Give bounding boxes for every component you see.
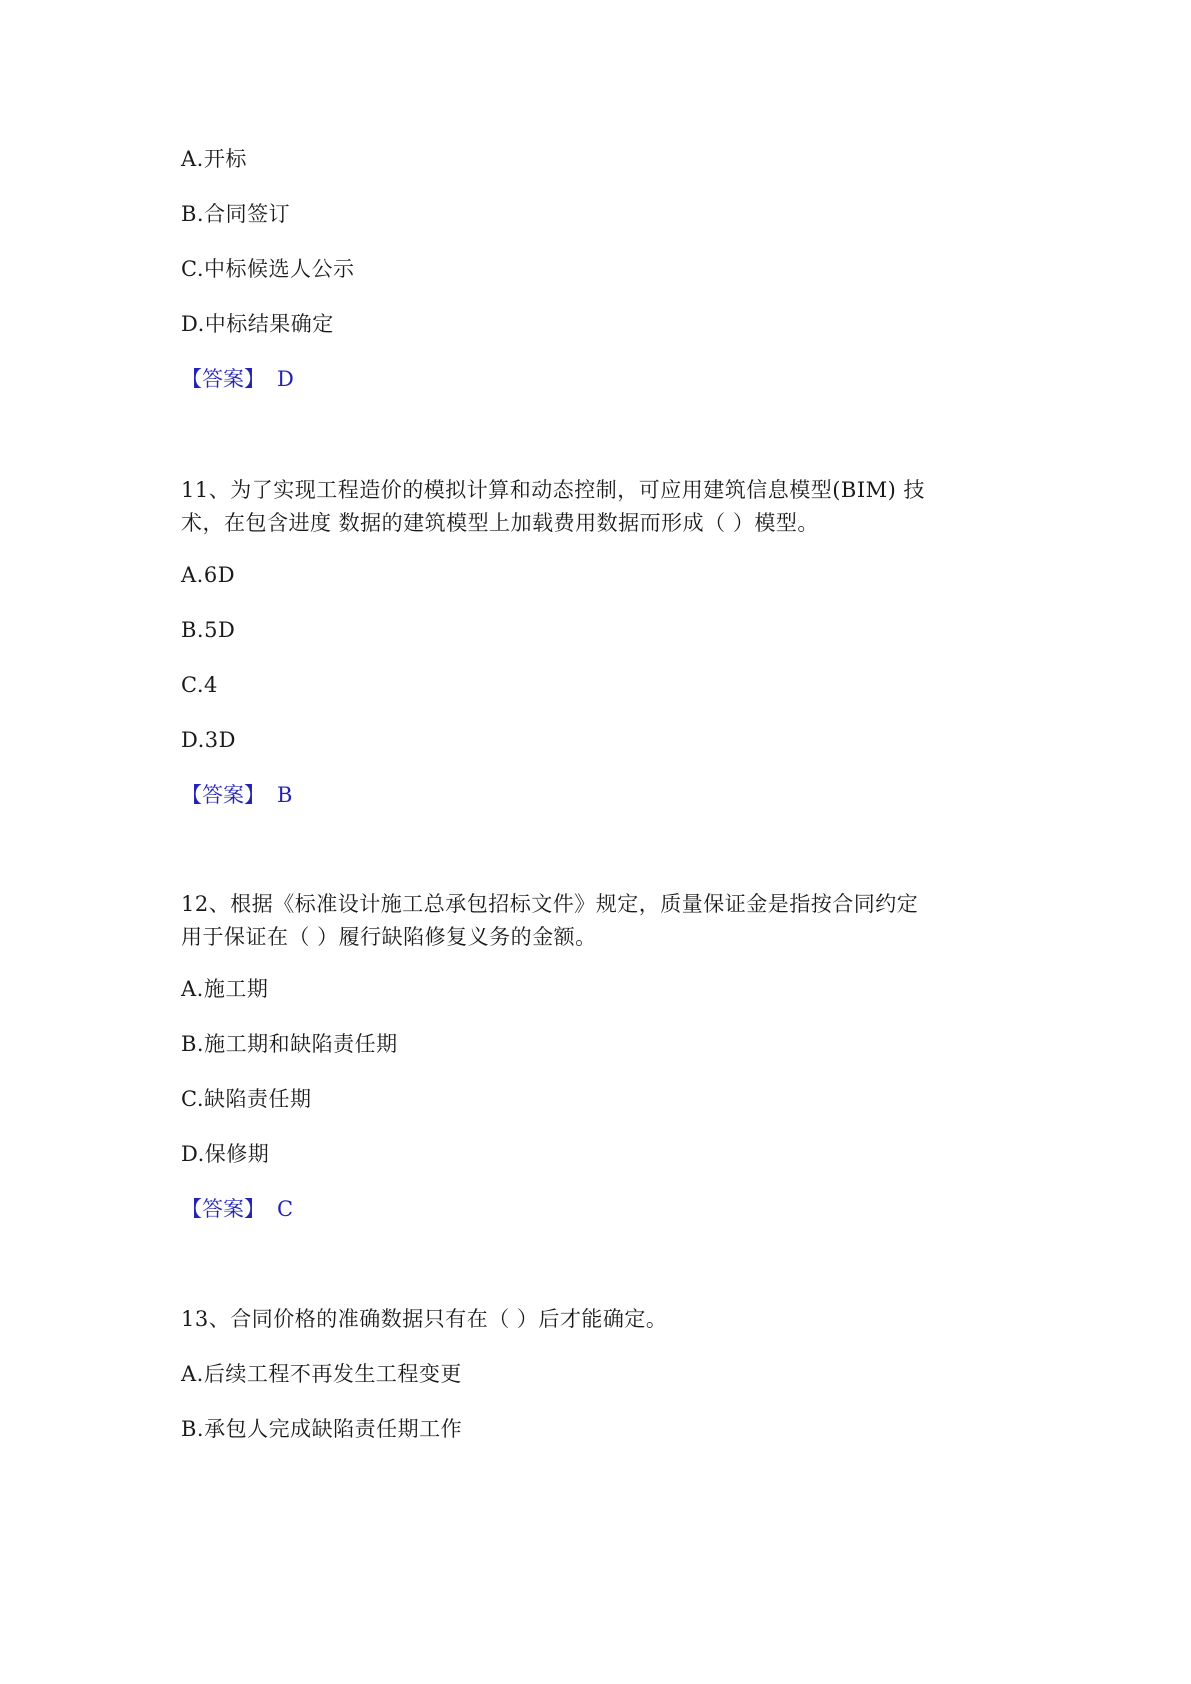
q11-option-b: B.5D (181, 618, 236, 642)
q11-stem-line-2: 术，在包含进度 数据的建筑模型上加载费用数据而形成（ ）模型。 (181, 511, 819, 535)
q12-answer-value: C (277, 1197, 294, 1221)
q10-option-d: D.中标结果确定 (181, 312, 334, 336)
q11-answer-value: B (277, 783, 293, 807)
q10-answer-value: D (277, 367, 294, 391)
q13-stem-line-1: 13、合同价格的准确数据只有在（ ）后才能确定。 (181, 1307, 668, 1331)
q11-stem-line-1: 11、为了实现工程造价的模拟计算和动态控制，可应用建筑信息模型(BIM) 技 (181, 478, 926, 502)
q10-option-c: C.中标候选人公示 (181, 257, 355, 281)
q12-stem-line-1: 12、根据《标准设计施工总承包招标文件》规定，质量保证金是指按合同约定 (181, 892, 919, 916)
q10-answer-label: 【答案】 (181, 367, 265, 391)
q10-answer (181, 363, 294, 396)
q13-option-a: A.后续工程不再发生工程变更 (181, 1362, 462, 1386)
q12-option-c: C.缺陷责任期 (181, 1087, 312, 1111)
q12-option-b: B.施工期和缺陷责任期 (181, 1032, 398, 1056)
q12-answer-label: 【答案】 (181, 1197, 265, 1221)
q12-option-d: D.保修期 (181, 1142, 270, 1166)
q12-option-a: A.施工期 (181, 977, 269, 1001)
q11-answer (181, 779, 292, 812)
q12-stem-line-2: 用于保证在（ ）履行缺陷修复义务的金额。 (181, 925, 597, 949)
q10-option-a: A.开标 (181, 147, 247, 171)
q10-option-b: B.合同签订 (181, 202, 291, 226)
q13-option-b: B.承包人完成缺陷责任期工作 (181, 1417, 463, 1441)
q11-option-c: C.4 (181, 673, 218, 697)
q11-option-a: A.6D (181, 563, 236, 587)
q11-answer-label: 【答案】 (181, 783, 265, 807)
q11-option-d: D.3D (181, 728, 236, 752)
q12-answer (181, 1193, 293, 1226)
